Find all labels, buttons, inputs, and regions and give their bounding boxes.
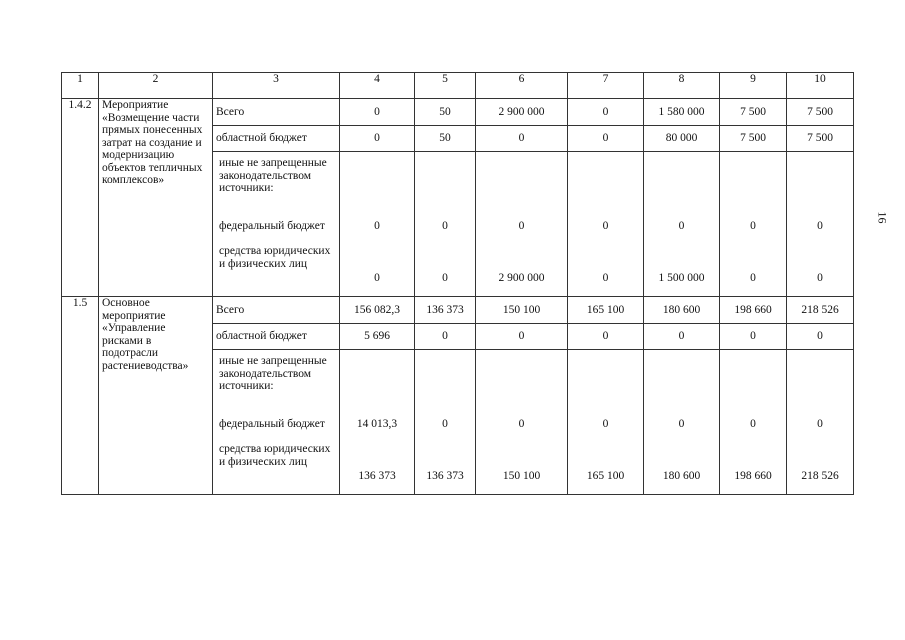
source-label: федеральный бюджет (219, 418, 325, 430)
value-cell: 0 (678, 418, 685, 430)
value-cell: 2 900 000 (498, 272, 545, 284)
source-label: иные не запрещенные законодательством источники: (219, 157, 327, 194)
value-group-box (479, 152, 564, 296)
value-cell: 136 373 (426, 470, 464, 482)
value-group (644, 152, 720, 297)
source-group (213, 152, 340, 297)
value-cell: 0 (374, 220, 380, 232)
value-cell: 165 100 (586, 470, 625, 482)
value-cell: 0 (602, 220, 609, 232)
value-cell: 0 (817, 220, 823, 232)
value-cell: 0 (476, 324, 568, 350)
value-cell: 0 (750, 272, 756, 284)
value-cell: 50 (415, 99, 476, 126)
value-cell: 0 (340, 126, 415, 152)
value-cell: 0 (374, 272, 380, 284)
value-group (720, 152, 787, 297)
value-cell: 198 660 (734, 470, 772, 482)
source-label: средства юридических и физических лиц (219, 443, 331, 468)
value-group-box (571, 152, 640, 296)
source-label: иные не запрещенные законодательством источники: (219, 355, 327, 392)
value-cell: 0 (817, 272, 823, 284)
value-group-box (723, 152, 783, 296)
value-cell: 218 526 (801, 470, 839, 482)
value-cell: 136 373 (415, 297, 476, 324)
source-group-box (216, 350, 336, 494)
header-cell: 2 (99, 73, 213, 99)
value-cell: 7 500 (720, 126, 787, 152)
value-cell: 0 (602, 272, 609, 284)
header-cell: 7 (568, 73, 644, 99)
value-group-box (418, 350, 472, 494)
value-cell: 0 (415, 324, 476, 350)
value-cell: 1 580 000 (644, 99, 720, 126)
value-group-box (343, 152, 411, 296)
table-row (62, 297, 854, 324)
row-code: 1.5 (62, 297, 99, 495)
value-group (415, 350, 476, 495)
value-group (568, 350, 644, 495)
value-cell: 218 526 (787, 297, 854, 324)
value-cell: 0 (518, 220, 525, 232)
value-cell: 0 (787, 324, 854, 350)
value-group (787, 350, 854, 495)
header-cell: 5 (415, 73, 476, 99)
value-group (340, 152, 415, 297)
value-group-box (571, 350, 640, 494)
value-cell: 7 500 (720, 99, 787, 126)
value-group (476, 152, 568, 297)
value-cell: 0 (817, 418, 823, 430)
source-group-box (216, 152, 336, 296)
value-cell: 180 600 (644, 297, 720, 324)
value-cell: 80 000 (644, 126, 720, 152)
header-cell: 1 (62, 73, 99, 99)
value-cell: 150 100 (502, 470, 541, 482)
value-cell: 7 500 (787, 99, 854, 126)
value-cell: 0 (568, 126, 644, 152)
value-group-box (479, 350, 564, 494)
value-cell: 50 (415, 126, 476, 152)
value-cell: 0 (720, 324, 787, 350)
value-cell: 0 (568, 99, 644, 126)
value-cell: 0 (750, 418, 756, 430)
value-group (644, 350, 720, 495)
value-cell: 0 (644, 324, 720, 350)
header-cell: 8 (644, 73, 720, 99)
value-cell: 0 (476, 126, 568, 152)
value-cell: 0 (340, 99, 415, 126)
page-number: 16 (875, 211, 890, 224)
value-group (720, 350, 787, 495)
row-name: Основное мероприятие «Управление рисками в подотрасли растениеводства» (99, 297, 213, 495)
value-group (787, 152, 854, 297)
value-cell: 14 013,3 (356, 418, 398, 430)
value-cell: 0 (602, 418, 609, 430)
value-group (476, 350, 568, 495)
header-cell: 9 (720, 73, 787, 99)
value-cell: 136 373 (358, 470, 396, 482)
value-cell: 1 500 000 (658, 272, 705, 284)
header-cell: 3 (213, 73, 340, 99)
budget-table (61, 72, 854, 495)
value-cell: 198 660 (720, 297, 787, 324)
value-cell: 7 500 (787, 126, 854, 152)
value-cell: 150 100 (476, 297, 568, 324)
header-cell: 4 (340, 73, 415, 99)
source-group (213, 350, 340, 495)
value-group-box (723, 350, 783, 494)
value-cell: 0 (568, 324, 644, 350)
source-label: Всего (213, 99, 340, 126)
value-group-box (790, 152, 850, 296)
source-label: федеральный бюджет (219, 220, 325, 232)
value-cell: 2 900 000 (476, 99, 568, 126)
value-group-box (418, 152, 472, 296)
value-cell: 0 (750, 220, 756, 232)
value-cell: 0 (442, 220, 448, 232)
value-cell: 0 (518, 418, 525, 430)
value-group-box (647, 152, 716, 296)
value-cell: 165 100 (568, 297, 644, 324)
row-name: Мероприятие «Возмещение части прямых понесенных затрат на создание и модернизацию объектов тепличных комплексов» (99, 99, 213, 297)
source-label: Всего (213, 297, 340, 324)
source-label: областной бюджет (213, 126, 340, 152)
value-cell: 0 (442, 418, 448, 430)
value-group-box (647, 350, 716, 494)
value-cell: 0 (442, 272, 448, 284)
value-cell: 5 696 (340, 324, 415, 350)
header-cell: 10 (787, 73, 854, 99)
row-code: 1.4.2 (62, 99, 99, 297)
header-cell: 6 (476, 73, 568, 99)
table-row (62, 99, 854, 126)
header-row (62, 73, 854, 99)
value-group (340, 350, 415, 495)
value-group (568, 152, 644, 297)
value-cell: 0 (678, 220, 685, 232)
value-cell: 156 082,3 (340, 297, 415, 324)
value-group-box (343, 350, 411, 494)
source-label: областной бюджет (213, 324, 340, 350)
source-label: средства юридических и физических лиц (219, 245, 331, 270)
value-group (415, 152, 476, 297)
value-cell: 180 600 (662, 470, 701, 482)
value-group-box (790, 350, 850, 494)
